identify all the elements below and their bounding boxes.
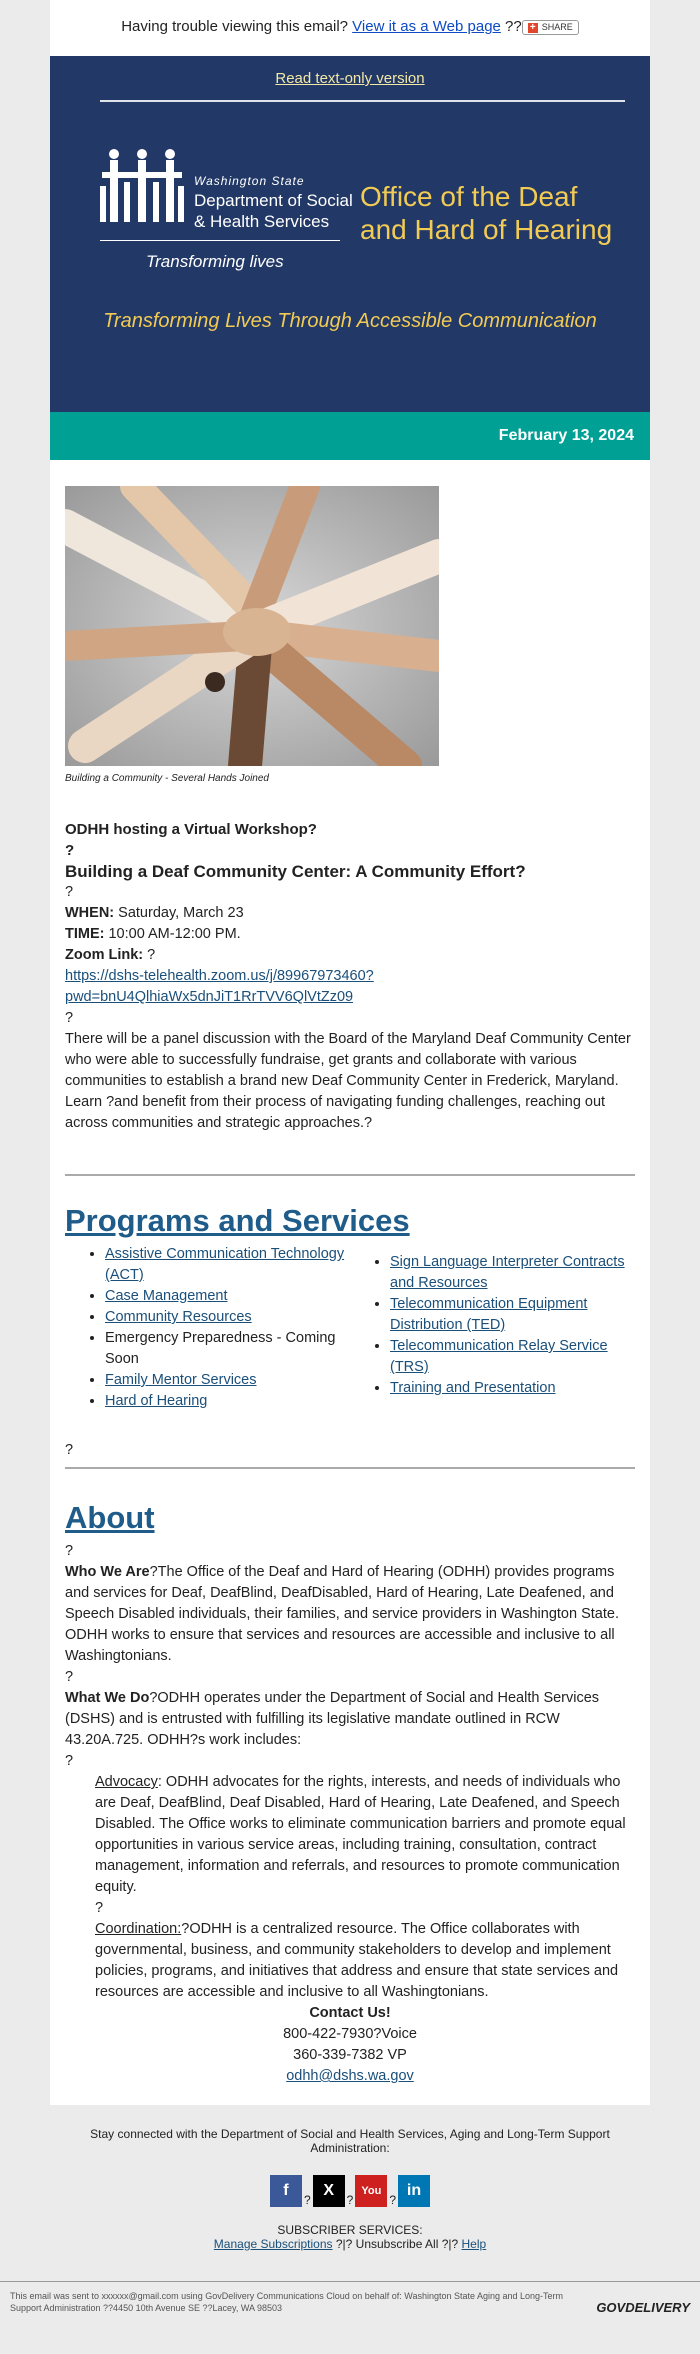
issue-date: February 13, 2024 — [498, 427, 634, 444]
list-item — [390, 1336, 635, 1378]
list-item — [105, 1244, 350, 1286]
programs-columns — [65, 1244, 635, 1412]
list-item — [105, 1307, 350, 1328]
facebook-icon[interactable]: f — [270, 2175, 302, 2207]
social-sep: ? — [389, 2193, 397, 2207]
view-web-page-link[interactable]: View it as a Web page — [352, 18, 501, 35]
govdelivery-logo: GOVDELIVERY — [596, 2300, 690, 2315]
list-item — [105, 1391, 350, 1412]
coord-label: Coordination: — [95, 1921, 182, 1937]
photo-caption: Building a Community - Several Hands Joined — [65, 773, 269, 784]
when-label: WHEN: — [65, 905, 115, 921]
share-label: SHARE — [541, 21, 573, 32]
advocacy-block — [65, 1772, 635, 1898]
programs-heading-link[interactable]: Programs and Services — [65, 1203, 410, 1238]
about-spacer-4: ? — [95, 1900, 104, 1916]
office-name — [360, 180, 612, 246]
list-item — [105, 1370, 350, 1391]
about-heading-link[interactable]: About — [65, 1500, 155, 1535]
advocacy-label: Advocacy — [95, 1774, 158, 1790]
office-line-1: Office of the Deaf — [360, 181, 578, 212]
coordination-block — [65, 1919, 635, 2003]
when-row — [65, 903, 635, 924]
program-link-family-mentor[interactable]: Family Mentor Services — [105, 1372, 257, 1388]
intro-spacer: ? — [65, 842, 75, 859]
dept-line-2: & Health Services — [194, 212, 330, 231]
footer — [0, 2105, 700, 2261]
dshs-logo-icon — [100, 146, 185, 226]
dept-name — [194, 190, 353, 232]
transforming-lives: Transforming lives — [146, 252, 284, 271]
programs-right-list — [350, 1252, 635, 1412]
banner-tagline: Transforming Lives Through Accessible Communication — [103, 310, 597, 332]
zoom-suffix: ? — [143, 947, 156, 963]
title-spacer: ? — [65, 884, 74, 900]
youtube-icon[interactable]: You — [355, 2175, 387, 2207]
time-value: 10:00 AM-12:00 PM. — [104, 926, 241, 942]
programs-heading — [65, 1202, 635, 1240]
time-label: TIME: — [65, 926, 105, 942]
main-content — [50, 460, 650, 2105]
email-container — [50, 0, 650, 2105]
program-link-community-resources[interactable]: Community Resources — [105, 1309, 252, 1325]
zoom-row — [65, 945, 635, 966]
zoom-spacer: ? — [65, 1010, 74, 1026]
program-emergency-preparedness: Emergency Preparedness - Coming Soon — [105, 1330, 336, 1367]
programs-left-list — [65, 1244, 350, 1412]
section-divider-2 — [65, 1467, 635, 1469]
state-label: Washington State — [194, 174, 305, 188]
who-label: Who We Are — [65, 1564, 150, 1580]
logo-divider — [100, 240, 340, 241]
list-item — [390, 1252, 635, 1294]
article-body: There will be a panel discussion with the Board of the Maryland Deaf Community Center who were able to successfully fundraise, get grants and collaborate with various communities to establish a brand new Deaf Community Center in Frederick, Maryland. Learn ?and benefit from their process of navigating funding challenges, reaching out across communities and strategic approaches.? — [65, 1031, 631, 1131]
zoom-link-line-1: https://dshs-telehealth.zoom.us/j/89967973460? — [65, 968, 374, 984]
preheader-text: Having trouble viewing this email? — [121, 18, 353, 35]
about-spacer-1: ? — [65, 1543, 74, 1559]
program-link-ted[interactable]: Telecommunication Equipment Distribution (TED) — [390, 1296, 588, 1333]
unsubscribe-text: ?|? Unsubscribe All ?|? — [332, 2237, 462, 2251]
header-banner — [50, 56, 650, 412]
share-button[interactable] — [522, 20, 579, 35]
zoom-link[interactable] — [65, 968, 374, 1005]
program-link-case-management[interactable]: Case Management — [105, 1288, 228, 1304]
dept-line-1: Department of Social — [194, 191, 353, 210]
about-heading — [65, 1499, 635, 1537]
contact-phone: 800-422-7930?Voice — [283, 2026, 417, 2042]
linkedin-icon[interactable]: in — [398, 2175, 430, 2207]
about-spacer-2: ? — [65, 1669, 74, 1685]
who-we-are — [65, 1562, 635, 1667]
office-line-2: and Hard of Hearing — [360, 214, 613, 245]
coord-text: ?ODHH is a centralized resource. The Office collaborates with governmental, business, and community stakeholders to develop and implement policies, programs, and initiatives that address and ensure that state services and resources are accessible and inclusive to all Washingtonians. — [95, 1921, 619, 2000]
legal-text: This email was sent to xxxxxx@gmail.com using GovDelivery Communications Cloud on behalf of: Washington State Aging and Long-Term Support Administration ??4450 10th Avenue SE ??Lacey, WA 98503 — [10, 2291, 564, 2313]
program-link-interpreter[interactable]: Sign Language Interpreter Contracts and Resources — [390, 1254, 625, 1291]
program-link-training[interactable]: Training and Presentation — [390, 1380, 556, 1396]
program-link-hard-of-hearing[interactable]: Hard of Hearing — [105, 1393, 208, 1409]
connect-text: Stay connected with the Department of Social and Health Services, Aging and Long-Term Support Administration: — [90, 2127, 610, 2155]
legal-footer — [0, 2281, 700, 2324]
share-plus-icon: + — [528, 23, 538, 33]
program-link-act[interactable]: Assistive Communication Technology (ACT) — [105, 1246, 345, 1283]
contact-vp: 360-339-7382 VP — [293, 2047, 407, 2063]
text-only-link[interactable]: Read text-only version — [275, 70, 425, 87]
social-sep: ? — [303, 2193, 311, 2207]
what-label: What We Do — [65, 1690, 150, 1706]
subscriber-heading: SUBSCRIBER SERVICES: — [277, 2223, 423, 2237]
banner-divider — [100, 100, 625, 102]
list-item — [390, 1294, 635, 1336]
date-bar — [50, 412, 650, 460]
intro-heading: ODHH hosting a Virtual Workshop? — [65, 821, 317, 838]
list-item — [105, 1286, 350, 1307]
contact-email-link[interactable]: odhh@dshs.wa.gov — [286, 2068, 414, 2084]
preheader-suffix: ?? — [500, 18, 522, 35]
contact-block — [65, 2003, 635, 2087]
manage-subscriptions-link[interactable]: Manage Subscriptions — [213, 2237, 333, 2251]
zoom-label: Zoom Link: — [65, 947, 144, 963]
zoom-link-line-2: pwd=bnU4QlhiaWx5dnJiT1RrTVV6QlVtZz09 — [65, 989, 354, 1005]
text-only-row — [50, 70, 650, 87]
what-we-do — [65, 1688, 635, 1751]
list-item — [390, 1378, 635, 1399]
list-item — [105, 1328, 350, 1370]
advocacy-text: : ODHH advocates for the rights, interests, and needs of individuals who are Deaf, DeafBlind, Deaf Disabled, Hard of Hearing, Late Deafened, and Speech Disabled. The Office works to eliminate communication barriers and promote equal opportunities in various service areas, including training, consultation, contract management, information and referrals, and resources to promote communication equity. — [95, 1774, 626, 1895]
social-sep: ? — [346, 2193, 354, 2207]
what-text: ?ODHH operates under the Department of Social and Health Services (DSHS) and is entrusted with fulfilling its legislative mandate outlined in RCW 43.20A.725. ODHH?s work includes: — [65, 1690, 600, 1748]
preheader — [50, 0, 650, 56]
program-link-trs[interactable]: Telecommunication Relay Service (TRS) — [390, 1338, 608, 1375]
contact-heading: Contact Us! — [309, 2005, 391, 2021]
about-spacer-3: ? — [65, 1753, 74, 1769]
time-row — [65, 924, 635, 945]
x-twitter-icon[interactable]: X — [313, 2175, 345, 2207]
section-divider — [65, 1174, 635, 1176]
social-links — [20, 2175, 680, 2207]
who-text: ?The Office of the Deaf and Hard of Hearing (ODHH) provides programs and services for Deaf, DeafBlind, DeafDisabled, Hard of Hearing, Late Deafened, and Speech Disabled individuals, their families, and service providers in Washington State. ODHH works to ensure that services and resources are accessible and inclusive to all Washingtonians. — [65, 1564, 619, 1664]
when-value: Saturday, March 23 — [114, 905, 244, 921]
programs-spacer: ? — [65, 1442, 74, 1458]
help-link[interactable]: Help — [461, 2237, 487, 2251]
article-title: Building a Deaf Community Center: A Community Effort? — [65, 862, 526, 881]
subscriber-links — [20, 2237, 680, 2251]
hands-joined-photo — [65, 486, 439, 766]
